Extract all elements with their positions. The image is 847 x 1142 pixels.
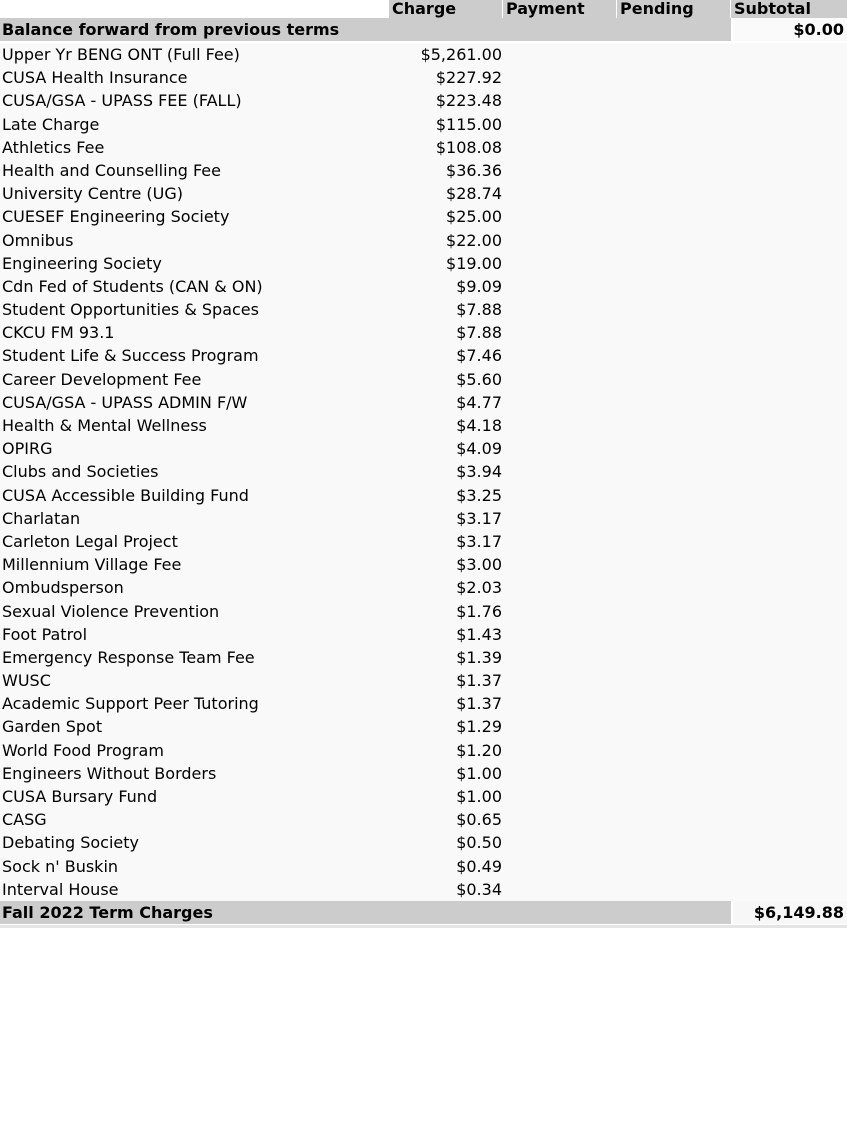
item-charge: $1.37 xyxy=(456,671,502,691)
item-description: Health & Mental Wellness xyxy=(2,416,207,435)
column-header-pending: Pending xyxy=(617,0,730,18)
item-description: Academic Support Peer Tutoring xyxy=(2,694,259,714)
item-description: CUSA Accessible Building Fund xyxy=(2,485,249,505)
item-charge: $115.00 xyxy=(435,114,502,134)
table-row xyxy=(0,831,847,854)
item-description: CUSA Health Insurance xyxy=(2,68,188,88)
item-description: Student Life & Success Program xyxy=(2,346,259,366)
item-charge: $0.65 xyxy=(456,810,502,830)
item-charge: $3.17 xyxy=(456,508,502,528)
term-total-subtotal: $6,149.88 xyxy=(731,901,847,924)
table-row xyxy=(0,855,847,878)
table-row xyxy=(0,460,847,483)
item-description: Late Charge xyxy=(2,114,100,134)
item-description: CASG xyxy=(2,810,47,830)
item-charge: $19.00 xyxy=(446,253,502,273)
table-row xyxy=(0,205,847,228)
column-header-payment: Payment xyxy=(503,0,616,18)
item-charge: $36.36 xyxy=(446,160,502,180)
item-charge: $1.43 xyxy=(456,624,502,644)
item-charge: $0.50 xyxy=(456,833,502,853)
table-row xyxy=(0,762,847,785)
item-description: Engineering Society xyxy=(2,253,162,273)
item-charge: $28.74 xyxy=(446,184,502,204)
item-description: Engineers Without Borders xyxy=(2,763,217,783)
balance-forward-subtotal: $0.00 xyxy=(731,18,847,41)
table-row xyxy=(0,507,847,530)
item-description: Sexual Violence Prevention xyxy=(2,601,220,621)
item-description: Clubs and Societies xyxy=(2,462,159,482)
table-row xyxy=(0,739,847,762)
item-description: CUSA/GSA - UPASS FEE (FALL) xyxy=(2,91,242,111)
table-row xyxy=(0,368,847,391)
table-row xyxy=(0,623,847,646)
item-charge: $1.00 xyxy=(456,787,502,806)
item-charge: $3.94 xyxy=(456,462,502,482)
item-description: Athletics Fee xyxy=(2,137,105,157)
item-description: CUESEF Engineering Society xyxy=(2,207,230,227)
item-charge: $3.25 xyxy=(456,485,502,505)
item-description: Charlatan xyxy=(2,508,81,528)
table-row xyxy=(0,646,847,669)
balance-forward-label: Balance forward from previous terms xyxy=(2,20,340,39)
item-charge: $25.00 xyxy=(446,207,502,227)
item-charge: $4.09 xyxy=(456,439,502,459)
item-description: Emergency Response Team Fee xyxy=(2,647,255,667)
column-header-subtotal: Subtotal xyxy=(731,0,847,18)
item-charge: $7.88 xyxy=(456,323,502,343)
item-description: CKCU FM 93.1 xyxy=(2,323,115,343)
table-row xyxy=(0,669,847,692)
table-row xyxy=(0,484,847,507)
item-charge: $9.09 xyxy=(456,276,502,296)
table-row xyxy=(0,252,847,275)
table-row xyxy=(0,715,847,738)
item-charge: $1.37 xyxy=(456,694,502,714)
table-row xyxy=(0,321,847,344)
table-row xyxy=(0,785,847,808)
item-description: CUSA/GSA - UPASS ADMIN F/W xyxy=(2,392,248,412)
item-charge: $0.49 xyxy=(456,856,502,876)
item-charge: $7.88 xyxy=(456,300,502,320)
item-charge: $227.92 xyxy=(435,68,502,88)
item-description: Sock n' Buskin xyxy=(2,856,119,876)
table-row xyxy=(0,182,847,205)
item-description: Omnibus xyxy=(2,230,74,250)
table-row xyxy=(0,878,847,901)
table-row xyxy=(0,576,847,599)
table-row xyxy=(0,66,847,89)
item-charge: $1.76 xyxy=(456,601,502,621)
item-description: Carleton Legal Project xyxy=(2,531,178,551)
term-total-row xyxy=(0,901,847,924)
item-charge: $5,261.00 xyxy=(420,45,502,64)
item-charge: $3.00 xyxy=(456,555,502,575)
item-charge: $1.00 xyxy=(456,763,502,783)
item-description: CUSA Bursary Fund xyxy=(2,787,158,806)
item-charge: $4.77 xyxy=(456,392,502,412)
charge-items xyxy=(0,43,847,901)
item-charge: $1.20 xyxy=(456,740,502,760)
table-row xyxy=(0,692,847,715)
item-charge: $7.46 xyxy=(456,346,502,366)
item-description: Ombudsperson xyxy=(2,578,124,598)
table-row xyxy=(0,530,847,553)
table-row xyxy=(0,298,847,321)
table-row xyxy=(0,136,847,159)
table-row xyxy=(0,43,847,66)
item-description: Millennium Village Fee xyxy=(2,555,182,575)
table-row xyxy=(0,437,847,460)
item-charge: $223.48 xyxy=(435,91,502,111)
item-description: Garden Spot xyxy=(2,717,103,737)
item-charge: $1.39 xyxy=(456,647,502,667)
table-row xyxy=(0,414,847,437)
item-charge: $22.00 xyxy=(446,230,502,250)
table-row xyxy=(0,600,847,623)
item-description: Student Opportunities & Spaces xyxy=(2,300,259,320)
item-description: OPIRG xyxy=(2,439,53,459)
balance-forward-row xyxy=(0,18,847,41)
table-row xyxy=(0,391,847,414)
table-row xyxy=(0,159,847,182)
item-description: World Food Program xyxy=(2,740,164,760)
item-description: WUSC xyxy=(2,671,51,691)
column-header-charge: Charge xyxy=(389,0,502,18)
table-row xyxy=(0,553,847,576)
item-description: Health and Counselling Fee xyxy=(2,160,221,180)
table-row xyxy=(0,89,847,112)
item-description: Cdn Fed of Students (CAN & ON) xyxy=(2,276,263,296)
item-description: Upper Yr BENG ONT (Full Fee) xyxy=(2,45,240,64)
item-description: Debating Society xyxy=(2,833,139,853)
table-row xyxy=(0,275,847,298)
table-row xyxy=(0,344,847,367)
item-charge: $0.34 xyxy=(456,879,502,899)
item-charge: $5.60 xyxy=(456,369,502,389)
item-charge: $4.18 xyxy=(456,416,502,435)
table-row xyxy=(0,229,847,252)
item-description: Career Development Fee xyxy=(2,369,202,389)
item-description: Foot Patrol xyxy=(2,624,88,644)
table-row xyxy=(0,808,847,831)
item-description: University Centre (UG) xyxy=(2,184,183,204)
item-charge: $1.29 xyxy=(456,717,502,737)
item-charge: $3.17 xyxy=(456,531,502,551)
table-header xyxy=(0,0,847,18)
item-description: Interval House xyxy=(2,879,119,899)
table-row xyxy=(0,113,847,136)
term-total-label: Fall 2022 Term Charges xyxy=(2,902,213,922)
item-charge: $2.03 xyxy=(456,578,502,598)
item-charge: $108.08 xyxy=(435,137,502,157)
